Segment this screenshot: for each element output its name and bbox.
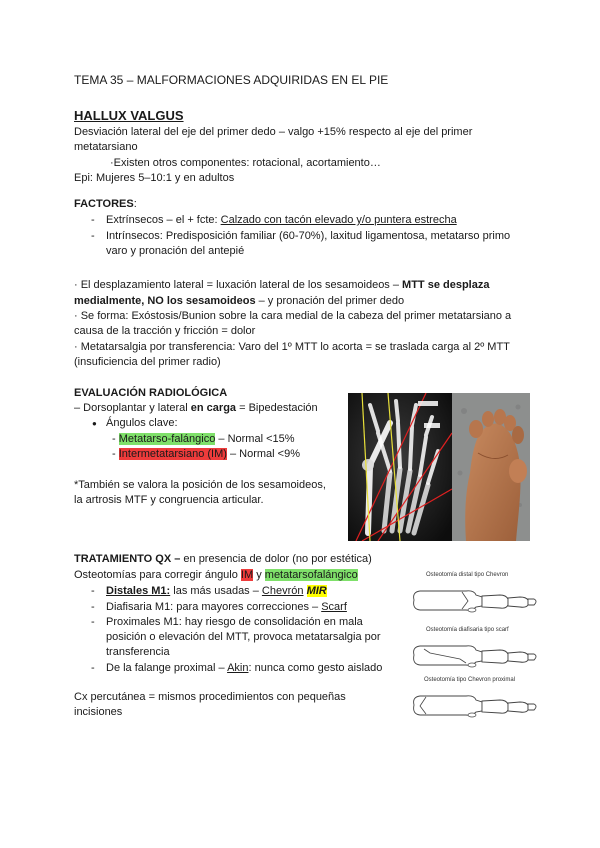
label-chevron-distal: Osteotomía distal tipo Chevron [426, 572, 509, 578]
hallux-definition-line-1: Desviación lateral del eje del primer dedo – valgo +15% respecto al eje del primer [74, 126, 473, 138]
osteotomy-scarf-diagram [410, 637, 540, 669]
factor-extrinsecos: - Extrínsecos – el + fcte: Calzado con tacón elevado y/o puntera estrecha [106, 213, 457, 228]
note-exostosis-line-1: · Se forma: Exóstosis/Bunion sobre la cara medial de la cabeza del primer metatarsiano a [74, 310, 512, 322]
hallux-heading: HALLUX VALGUS [74, 108, 184, 123]
hallux-definition-line-2: metatarsiano [74, 141, 138, 153]
radio-angulos-clave: ● Ángulos clave: [106, 416, 178, 431]
radio-note-line-1: *También se valora la posición de los sesamoideos, [74, 479, 326, 491]
tratamiento-heading: TRATAMIENTO QX – en presencia de dolor (no por estética) [74, 553, 372, 565]
osteotomia-proximales-line-2: posición o elevación del MTT, provoca metatarsalgia por [106, 631, 381, 643]
cx-percutanea-line-2: incisiones [74, 706, 123, 718]
cx-percutanea-line-1: Cx percutánea = mismos procedimientos con pequeñas [74, 691, 346, 703]
radio-heading: EVALUACIÓN RADIOLÓGICA [74, 387, 228, 399]
osteotomia-proximales-line-3: transferencia [106, 646, 170, 658]
hallux-valgus-xray-image [348, 393, 530, 541]
factor-intrinsecos-line-1: - Intrínsecos: Predisposición familiar (60-70%), laxitud ligamentosa, metatarso primo [106, 229, 510, 244]
label-scarf: Osteotomía diafisaria tipo scarf [426, 627, 509, 633]
note-metatarsalgia-line-2: (insuficiencia del primer radio) [74, 356, 221, 368]
angulo-intermetatarsiano: - Intermetatarsiano (IM) – Normal <9% [112, 448, 300, 460]
radiograph-and-photo-figure [348, 393, 530, 541]
note-desplazamiento-line-1: · El desplazamiento lateral = luxación lateral de los sesamoideos – MTT se desplaza [74, 279, 490, 291]
angulo-metatarsofalangico: - Metatarso-falángico – Normal <15% [112, 433, 295, 445]
osteotomy-chevron-distal-diagram [410, 582, 540, 614]
radio-note-line-2: la artrosis MTF y congruencia articular. [74, 494, 264, 506]
osteotomia-falange: - De la falange proximal – Akin: nunca como gesto aislado [106, 661, 382, 676]
note-desplazamiento-line-2: medialmente, NO los sesamoideos – y pronación del primer dedo [74, 295, 405, 307]
hallux-epidemiology: Epi: Mujeres 5–10:1 y en adultos [74, 172, 235, 184]
osteotomia-diafisaria: - Diafisaria M1: para mayores correcciones – Scarf [106, 600, 347, 615]
note-metatarsalgia-line-1: · Metatarsalgia por transferencia: Varo del 1º MTT lo acorta = se traslada carga al 2º MTT [74, 341, 510, 353]
tratamiento-osteotomias: Osteotomías para corregir ángulo IM y metatarsofalángico [74, 569, 358, 581]
note-exostosis-line-2: causa de la tracción y fricción = dolor [74, 325, 256, 337]
page-title: TEMA 35 – MALFORMACIONES ADQUIRIDAS EN EL PIE [74, 73, 389, 87]
label-chevron-proximal: Osteotomía tipo Chevron proximal [424, 677, 516, 683]
osteotomia-distales: - Distales M1: las más usadas – Chevrón MIR [106, 584, 327, 599]
factor-intrinsecos-line-2: varo y pronación del antepié [106, 245, 245, 257]
osteotomy-chevron-proximal-diagram [410, 687, 540, 719]
osteotomia-proximales-line-1: - Proximales M1: hay riesgo de consolidación en mala [106, 615, 363, 630]
radio-proyecciones: – Dorsoplantar y lateral en carga = Bipedestación [74, 402, 318, 414]
hallux-other-components: ·Existen otros componentes: rotacional, acortamiento… [110, 157, 381, 169]
factores-heading: FACTORES: [74, 198, 137, 210]
